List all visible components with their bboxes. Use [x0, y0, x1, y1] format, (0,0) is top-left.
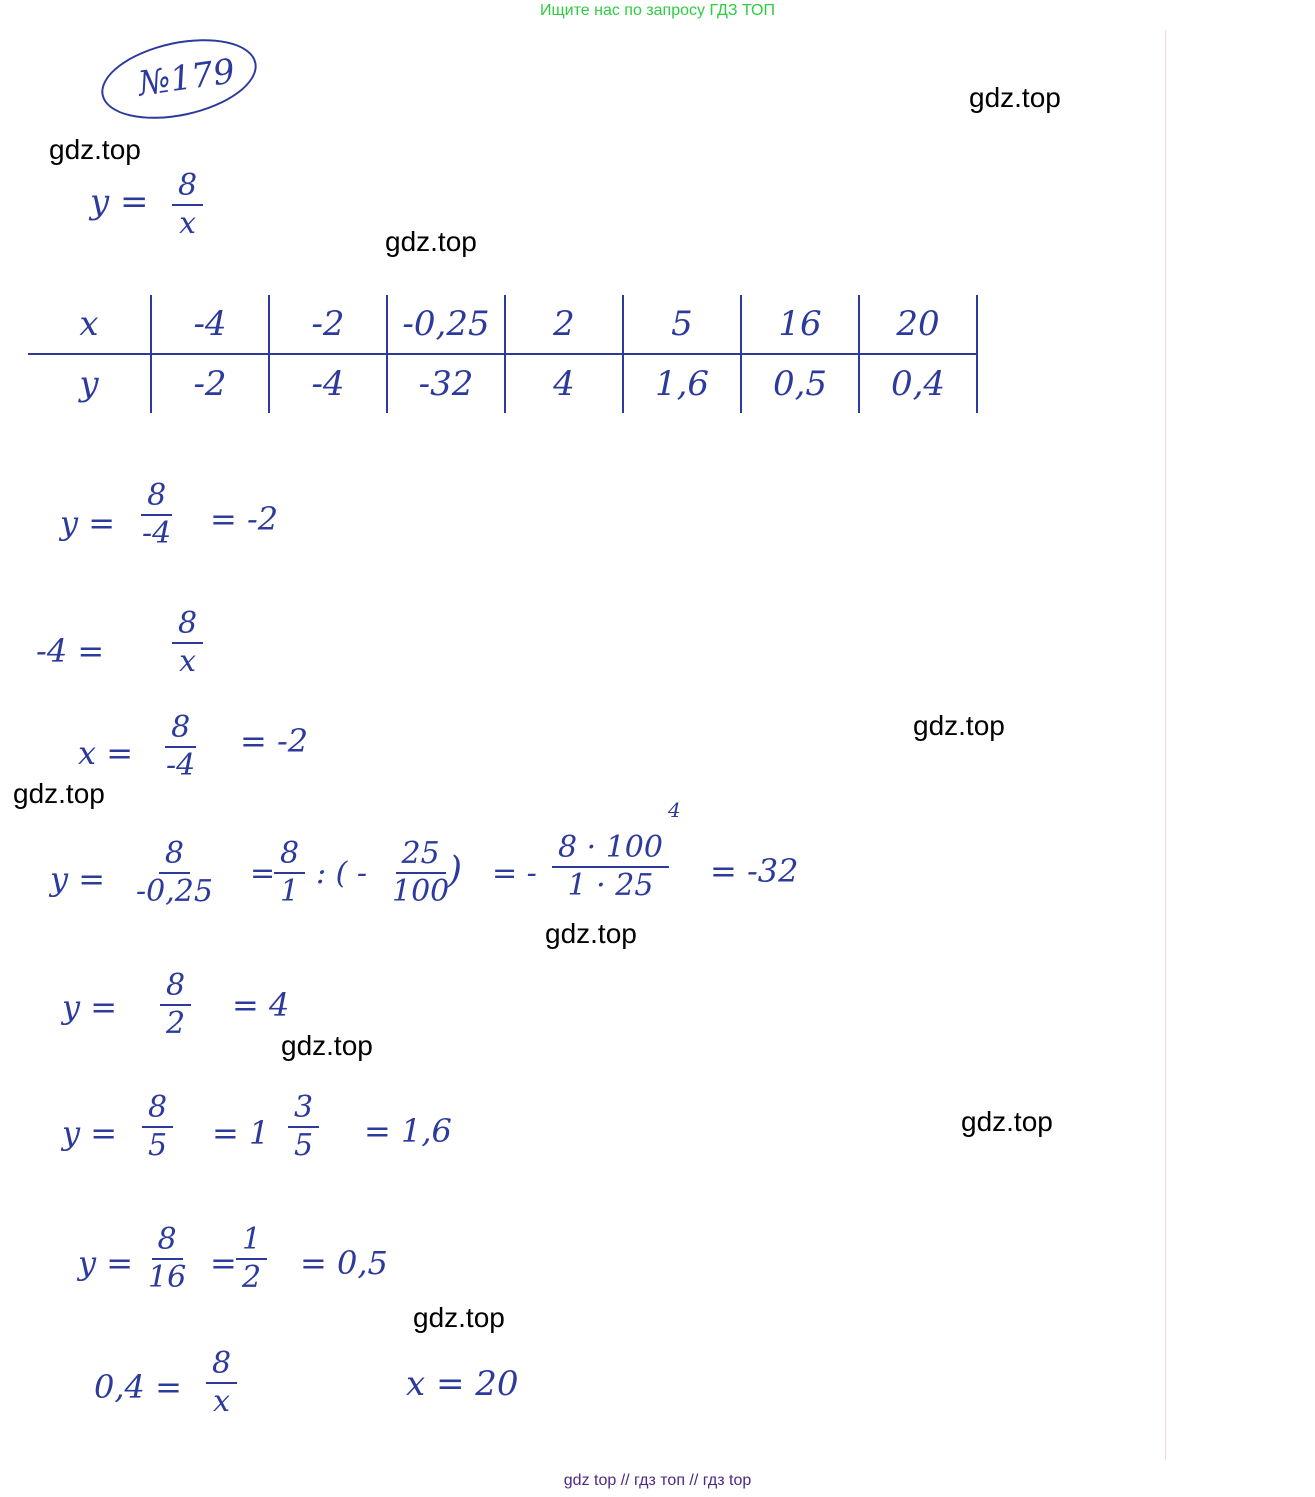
table-cell: 2 [505, 295, 623, 354]
calc5-lhs: y = [62, 988, 118, 1026]
calc7-lhs: y = [78, 1244, 134, 1282]
formula-lhs: y = [90, 182, 149, 222]
table-cell: -2 [269, 295, 387, 354]
numerator: 8 [274, 836, 305, 874]
calc8-fraction [206, 1346, 237, 1420]
calc7-fraction [142, 1222, 192, 1296]
calc4-divide: : ( - [316, 856, 368, 891]
calc7-equals: = [210, 1244, 237, 1282]
calc2-fraction [172, 606, 203, 680]
calc8-lhs: 0,4 = [94, 1368, 182, 1406]
denominator: 100 [392, 874, 450, 909]
denominator: x [179, 206, 196, 241]
denominator: 1 [280, 874, 300, 909]
watermark: gdz.top [49, 134, 141, 165]
table-cell: -2 [151, 354, 269, 413]
numerator: 8 [160, 968, 191, 1006]
numerator: 8 [142, 1090, 173, 1128]
calc6-result: = 1,6 [364, 1112, 452, 1150]
watermark: gdz.top [913, 710, 1005, 741]
calc6-fraction-2 [288, 1090, 319, 1164]
numerator: 8 [172, 168, 203, 206]
table-cell: 16 [741, 295, 859, 354]
numerator: 1 [236, 1222, 267, 1260]
numerator: 8 [152, 1222, 183, 1260]
calc7-result: = 0,5 [300, 1244, 388, 1282]
watermark: gdz.top [13, 778, 105, 809]
calc1-fraction [136, 478, 177, 552]
table-row-x [28, 295, 977, 354]
calc6-lhs: y = [62, 1114, 118, 1152]
calc3-result: = -2 [240, 722, 309, 760]
formula-fraction [172, 168, 203, 242]
denominator: x [179, 644, 196, 679]
calc4-fraction-4 [552, 830, 669, 904]
denominator: 16 [148, 1260, 187, 1295]
calc5-result: = 4 [232, 986, 290, 1024]
calc8-result: x = 20 [406, 1364, 519, 1404]
calc4-close-paren: ) [448, 850, 463, 891]
calc1-result: = -2 [210, 500, 279, 538]
watermark: gdz.top [969, 82, 1061, 113]
watermark: gdz.top [281, 1030, 373, 1061]
calc5-fraction [160, 968, 191, 1042]
numerator: 8 [206, 1346, 237, 1384]
denominator: -4 [142, 516, 172, 551]
calc4-equals: = [250, 856, 276, 891]
denominator: 1 · 25 [567, 868, 654, 903]
problem-number: №179 [135, 51, 238, 105]
calc3-fraction [160, 710, 201, 784]
calc2-lhs: -4 = [36, 632, 105, 670]
table-cell: 0,5 [741, 354, 859, 413]
calc4-fraction-2 [274, 836, 305, 910]
calc4-result: = -32 [710, 852, 799, 890]
calc7-fraction-2 [236, 1222, 267, 1296]
table-cell: 4 [505, 354, 623, 413]
value-table [28, 295, 978, 413]
calc4-equals-minus: = - [492, 856, 537, 891]
numerator: 8 · 100 [552, 830, 669, 868]
numerator: 8 [172, 606, 203, 644]
denominator: 5 [294, 1128, 314, 1163]
notebook-margin-line [1165, 30, 1166, 1460]
calc6-fraction [142, 1090, 173, 1164]
denominator: -0,25 [136, 874, 213, 909]
table-cell: -4 [269, 354, 387, 413]
table-cell: 1,6 [623, 354, 741, 413]
table-cell: -32 [387, 354, 505, 413]
footer-links: gdz top // гдз топ // гдз top [563, 1472, 752, 1489]
numerator: 25 [396, 836, 446, 874]
table-cell: -4 [151, 295, 269, 354]
denominator: 5 [148, 1128, 168, 1163]
search-banner: Ищите нас по запросу ГДЗ ТОП [540, 2, 775, 19]
y-header: y [79, 364, 99, 404]
table-cell: -0,25 [387, 295, 505, 354]
numerator: 8 [141, 478, 172, 516]
watermark: gdz.top [413, 1302, 505, 1333]
numerator: 8 [165, 710, 196, 748]
calc1-lhs: y = [60, 504, 116, 542]
table-row-y [28, 354, 977, 413]
watermark: gdz.top [545, 918, 637, 949]
denominator: 2 [166, 1006, 186, 1041]
watermark: gdz.top [385, 226, 477, 257]
table-cell: 0,4 [859, 354, 977, 413]
numerator: 3 [288, 1090, 319, 1128]
calc4-small-4: 4 [668, 798, 681, 822]
table-cell: 5 [623, 295, 741, 354]
x-header: x [28, 295, 151, 354]
calc4-fraction-1 [130, 836, 219, 910]
denominator: 2 [242, 1260, 262, 1295]
calc4-fraction-3 [386, 836, 455, 910]
calc6-equals: = 1 [212, 1114, 270, 1152]
calc4-lhs: y = [50, 860, 106, 898]
denominator: -4 [166, 748, 196, 783]
denominator: x [213, 1384, 230, 1419]
calc3-lhs: x = [78, 734, 134, 772]
watermark: gdz.top [961, 1106, 1053, 1137]
table-cell: 20 [859, 295, 977, 354]
numerator: 8 [159, 836, 190, 874]
